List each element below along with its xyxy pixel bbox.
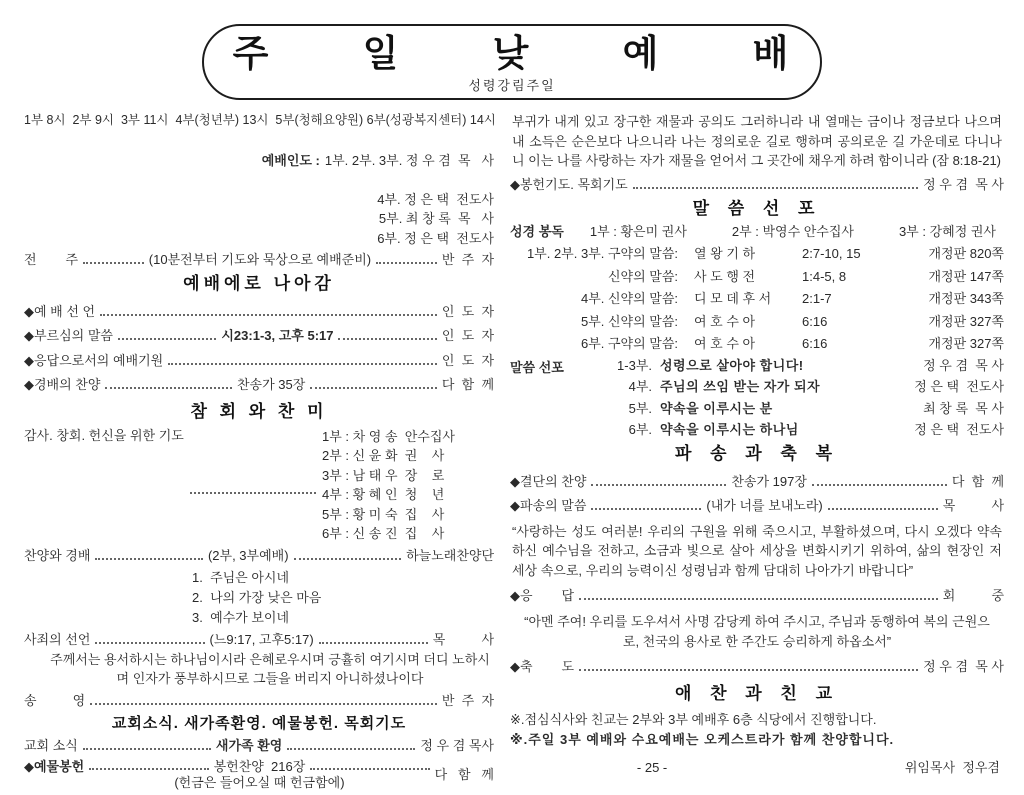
absolution-verse: (느9:17, 고후5:17) bbox=[209, 631, 314, 647]
invocation-row bbox=[24, 352, 494, 370]
sermon-preacher: 정 은 택 전도사 bbox=[914, 422, 1004, 438]
reading-book: 여 호 수 아 bbox=[694, 313, 756, 329]
benediction-by: 정 우 겸 목 사 bbox=[923, 659, 1004, 675]
reading-page: 개정판 327쪽 bbox=[928, 313, 1004, 329]
reading-verse: 6:16 bbox=[802, 336, 828, 352]
reading-book: 열 왕 기 하 bbox=[694, 246, 756, 262]
praise-song-list bbox=[192, 568, 494, 628]
dotted-leader bbox=[812, 478, 947, 486]
dotted-leader bbox=[310, 762, 429, 770]
church-news-row bbox=[24, 737, 494, 755]
scripture-readers-row bbox=[510, 223, 1004, 241]
praise-song: 1. 주님은 아시네 bbox=[192, 569, 290, 585]
offering-scripture: 부귀가 내게 있고 장구한 재물과 공의도 그러하니라 내 열매는 금이나 정금보다 나으며 내 소득은 순은보다 나으니라 나는 정의로운 길로 행하며 공의로운 길 가운데로 다니나니 이는 나를 사랑하는 자가 재물을 얻어서 그 곳간에 채우게 하려 함이니라 (잠 8:18-21) bbox=[512, 114, 1002, 169]
dotted-leader bbox=[105, 381, 232, 389]
reading-part: 1부. 2부. 3부. 구약의 말씀: bbox=[526, 246, 678, 262]
service-times: 1부 8시 2부 9시 3부 11시 4부(청년부) 13시 5부(청해요양원) 6부(성광복지센터) 14시 bbox=[24, 113, 496, 128]
prayer-leader-line: 6부 : 신 송 진 집 사 bbox=[322, 526, 445, 542]
news-item: 새가족 환영 bbox=[215, 737, 283, 753]
reader-entry: 1부 : 황은미 권사 bbox=[589, 224, 687, 240]
sermon-row bbox=[510, 400, 1004, 418]
prelude-label: 전 주 bbox=[24, 252, 79, 268]
page-footer bbox=[510, 759, 1004, 777]
leaders-label: 예배인도 : bbox=[261, 152, 320, 168]
doxology-label: 송 영 bbox=[24, 693, 86, 709]
commission-quote: “사랑하는 성도 여러분! 우리의 구원을 위해 죽으시고, 부활하셨으며, 다시 오겠다 약속하신 예수님을 전하고, 소금과 빛으로 살아 세상을 변화시키기 위하여, 삶의 현장인 저 세상 속으로, 우리의 능력이신 성령님과 함께 담대히 나아가기 바랍니다” bbox=[512, 523, 1002, 578]
dotted-leader bbox=[338, 332, 436, 340]
worship-leaders bbox=[24, 131, 494, 248]
offering-prayer-by: 정 우 겸 목 사 bbox=[923, 176, 1004, 192]
section-approach-heading: 예배에로 나아감 bbox=[183, 273, 335, 293]
bulletin-page bbox=[0, 24, 1024, 791]
dotted-leader bbox=[287, 742, 415, 750]
invocation-label: ◆응답으로서의 예배기원 bbox=[24, 352, 164, 368]
reading-page: 개정판 147쪽 bbox=[928, 268, 1004, 284]
reading-page: 개정판 327쪽 bbox=[928, 336, 1004, 352]
offering-center bbox=[89, 758, 429, 792]
pastor-signature: 위임목사 정우겸 bbox=[904, 760, 1000, 776]
reading-book: 여 호 수 아 bbox=[694, 336, 756, 352]
leaders-other-lines bbox=[24, 190, 494, 249]
calling-label: ◆부르심의 말씀 bbox=[24, 328, 113, 344]
news-label: 교회 소식 bbox=[24, 737, 78, 753]
sending-by: 목 사 bbox=[942, 498, 1004, 514]
dotted-leader bbox=[319, 636, 428, 644]
response-by: 회 중 bbox=[942, 588, 1004, 604]
doxology-row bbox=[24, 692, 494, 710]
dotted-leader bbox=[633, 181, 918, 189]
bulletin-columns bbox=[0, 106, 1024, 794]
section-fellowship-heading: 애 찬 과 친 교 bbox=[674, 683, 839, 703]
benediction-row bbox=[510, 658, 1004, 676]
offering-note: (헌금은 들어오실 때 헌금함에) bbox=[174, 775, 345, 791]
praise-label: 찬양와 경배 bbox=[24, 547, 91, 563]
sermon-preacher: 정 우 겸 목 사 bbox=[923, 357, 1004, 373]
offering-prayer-row bbox=[510, 176, 1004, 194]
sermon-part: 1-3부. bbox=[617, 357, 652, 373]
reading-part: 4부. 신약의 말씀: bbox=[580, 291, 678, 307]
benediction-label: ◆축 도 bbox=[510, 659, 575, 675]
invocation-by: 인 도 자 bbox=[441, 352, 494, 368]
dotted-leader bbox=[100, 308, 437, 316]
praise-note: (2부, 3부예배) bbox=[207, 547, 289, 563]
sermon-part: 4부. bbox=[628, 379, 652, 395]
decision-hymn-row bbox=[510, 473, 1004, 491]
dotted-leader bbox=[591, 502, 701, 510]
dotted-leader bbox=[83, 742, 211, 750]
prayer-leader-line: 2부 : 신 윤 화 권 사 bbox=[322, 448, 445, 464]
calling-by: 인 도 자 bbox=[441, 328, 495, 344]
praise-song: 3. 예수가 보이네 bbox=[192, 609, 290, 625]
absolution-by: 목 사 bbox=[432, 631, 494, 647]
sermon-preacher: 정 은 택 전도사 bbox=[914, 379, 1004, 395]
sending-label: ◆파송의 말씀 bbox=[510, 498, 587, 514]
leaders-line: 5부. 최 창 록 목 사 bbox=[378, 211, 494, 227]
dotted-leader bbox=[190, 486, 316, 494]
reading-verse: 2:7-10, 15 bbox=[802, 246, 861, 262]
reading-page: 개정판 820쪽 bbox=[928, 246, 1004, 262]
prelude-by: 반 주 자 bbox=[441, 252, 494, 268]
reading-verse: 6:16 bbox=[802, 313, 828, 329]
page-title: 주 일 낮 예 배 bbox=[232, 33, 792, 74]
prayer-label: 감사. 창회. 헌신을 위한 기도 bbox=[24, 427, 184, 443]
dotted-leader bbox=[83, 256, 144, 264]
prayer-leaders-list bbox=[322, 427, 494, 544]
section-news-heading: 교회소식. 새가족환영. 예물봉헌. 목회기도 bbox=[111, 714, 407, 732]
lunch-note: ※.점심식사와 친교는 2부와 3부 예배후 6층 식당에서 진행합니다. bbox=[510, 711, 877, 727]
reading-book: 사 도 행 전 bbox=[694, 268, 756, 284]
dotted-leader bbox=[95, 636, 204, 644]
prayer-leader-line: 5부 : 황 미 숙 집 사 bbox=[322, 506, 445, 522]
praise-row bbox=[24, 547, 494, 565]
adoration-label: ◆경배의 찬양 bbox=[24, 377, 101, 393]
dotted-leader bbox=[310, 381, 437, 389]
page-subtitle: 성령강림주일 bbox=[468, 77, 556, 93]
absolution-text: 주께서는 용서하시는 하나님이시라 은혜로우시며 긍휼히 여기시며 더디 노하시며 인자가 풍부하시므로 그들을 버리지 아니하셨나이다 bbox=[50, 652, 490, 687]
adoration-row bbox=[24, 376, 494, 394]
reading-label: 성경 봉독 bbox=[510, 224, 564, 240]
section-proclamation-heading: 말 씀 선 포 bbox=[692, 198, 822, 218]
leaders-line: 6부. 정 은 택 전도사 bbox=[377, 230, 494, 246]
orchestra-note: ※.주일 3부 예배와 수요예배는 오케스트라가 함께 찬양합니다. bbox=[510, 732, 895, 748]
dotted-leader bbox=[95, 552, 203, 560]
reading-part: 5부. 신약의 말씀: bbox=[580, 313, 678, 329]
response-label: ◆응 답 bbox=[510, 588, 575, 604]
dotted-leader bbox=[591, 478, 726, 486]
dotted-leader bbox=[579, 663, 918, 671]
sermon-title: 성령으로 살아야 합니다! bbox=[660, 357, 804, 373]
response-quote: “아멘 주여! 우리를 도우셔서 사명 감당케 하여 주시고, 주님과 동행하여 복의 근원으로, 천국의 용사로 한 주간도 승리하게 하옵소서” bbox=[524, 614, 990, 649]
prelude-row bbox=[24, 251, 494, 269]
declaration-label: ◆예 배 선 언 bbox=[24, 303, 96, 319]
sermon-block bbox=[510, 357, 1004, 439]
reading-part: 6부. 구약의 말씀: bbox=[580, 336, 678, 352]
dotted-leader bbox=[118, 332, 216, 340]
left-column bbox=[24, 112, 494, 794]
adoration-hymn: 찬송가 35장 bbox=[236, 377, 306, 393]
page-number: - 25 - bbox=[636, 760, 668, 776]
offering-prayer-label: ◆봉헌기도. 목회기도 bbox=[510, 176, 628, 192]
dotted-leader bbox=[168, 357, 437, 365]
confession-prayer-row bbox=[24, 427, 494, 544]
sermon-part: 6부. bbox=[628, 422, 652, 438]
reader-entry: 2부 : 박영수 안수집사 bbox=[731, 224, 854, 240]
sermon-title: 약속을 이루시는 분 bbox=[660, 400, 773, 416]
offering-hymn: 봉헌찬양 216장 bbox=[213, 758, 306, 774]
dotted-leader bbox=[294, 552, 402, 560]
absolution-row bbox=[24, 631, 494, 649]
prayer-leader-line: 1부 : 차 영 송 안수집사 bbox=[322, 428, 455, 444]
sending-word-row bbox=[510, 497, 1004, 515]
reading-verse: 1:4-5, 8 bbox=[802, 268, 847, 284]
response-row bbox=[510, 587, 1004, 605]
reading-verse: 2:1-7 bbox=[802, 291, 832, 307]
leaders-first-value: 1부. 2부. 3부. 정 우 겸 목 사 bbox=[324, 152, 494, 168]
offering-row bbox=[24, 758, 494, 792]
dotted-leader bbox=[89, 762, 208, 770]
section-confession-heading: 참 회 와 찬 미 bbox=[190, 402, 328, 422]
readings-table bbox=[510, 245, 1004, 353]
sermon-part: 5부. bbox=[628, 400, 652, 416]
sermon-preacher: 최 창 록 목 사 bbox=[923, 400, 1004, 416]
sermon-row bbox=[510, 421, 1004, 439]
reader-entry: 3부 : 강혜정 권사 bbox=[898, 224, 996, 240]
decision-label: ◆결단의 찬양 bbox=[510, 473, 587, 489]
sermon-title: 주님의 쓰임 받는 자가 되자 bbox=[660, 379, 821, 395]
reading-part: 신약의 말씀: bbox=[607, 268, 678, 284]
announcement-notes bbox=[510, 710, 1004, 752]
decision-hymn: 찬송가 197장 bbox=[731, 473, 807, 489]
dotted-leader bbox=[90, 697, 437, 705]
calling-verse: 시23:1-3, 고후 5:17 bbox=[221, 328, 334, 344]
praise-team: 하늘노래찬양단 bbox=[406, 547, 495, 563]
right-column bbox=[510, 112, 1004, 776]
leaders-line-first bbox=[24, 131, 494, 190]
sermon-label: 말씀 선포 bbox=[510, 359, 564, 375]
declaration-row bbox=[24, 303, 494, 321]
decision-by: 다 함 께 bbox=[951, 473, 1005, 489]
sermon-title: 약속을 이루시는 하나님 bbox=[660, 422, 799, 438]
leaders-line: 4부. 정 은 택 전도사 bbox=[377, 191, 494, 207]
sending-verse: (내가 너를 보내노라) bbox=[706, 498, 823, 514]
absolution-label: 사죄의 선언 bbox=[24, 631, 91, 647]
offering-hymn-line bbox=[89, 758, 429, 776]
declaration-by: 인 도 자 bbox=[441, 303, 494, 319]
title-box bbox=[202, 24, 822, 100]
news-by: 정 우 겸 목사 bbox=[420, 737, 494, 753]
praise-song: 2. 나의 가장 낮은 마음 bbox=[192, 589, 322, 605]
sermon-rows bbox=[510, 357, 1004, 439]
dotted-leader bbox=[579, 592, 938, 600]
prayer-leader-line: 4부 : 황 혜 인 청 년 bbox=[322, 487, 445, 503]
sermon-row bbox=[510, 378, 1004, 396]
offering-label: ◆예물봉헌 bbox=[24, 758, 85, 774]
dotted-leader bbox=[828, 502, 938, 510]
reading-book: 디 모 데 후 서 bbox=[694, 291, 772, 307]
prayer-leader-line: 3부 : 남 태 우 장 로 bbox=[322, 467, 445, 483]
reading-page: 개정판 343쪽 bbox=[928, 291, 1004, 307]
dotted-leader bbox=[376, 256, 437, 264]
doxology-by: 반 주 자 bbox=[441, 693, 494, 709]
calling-row bbox=[24, 327, 494, 345]
section-sending-heading: 파 송 과 축 복 bbox=[674, 443, 839, 463]
sermon-row bbox=[510, 357, 1004, 375]
readers-list bbox=[564, 223, 1004, 241]
prelude-note: (10분전부터 기도와 묵상으로 예배준비) bbox=[148, 252, 372, 268]
offering-by: 다 함 께 bbox=[434, 766, 494, 782]
adoration-by: 다 함 께 bbox=[441, 377, 494, 393]
